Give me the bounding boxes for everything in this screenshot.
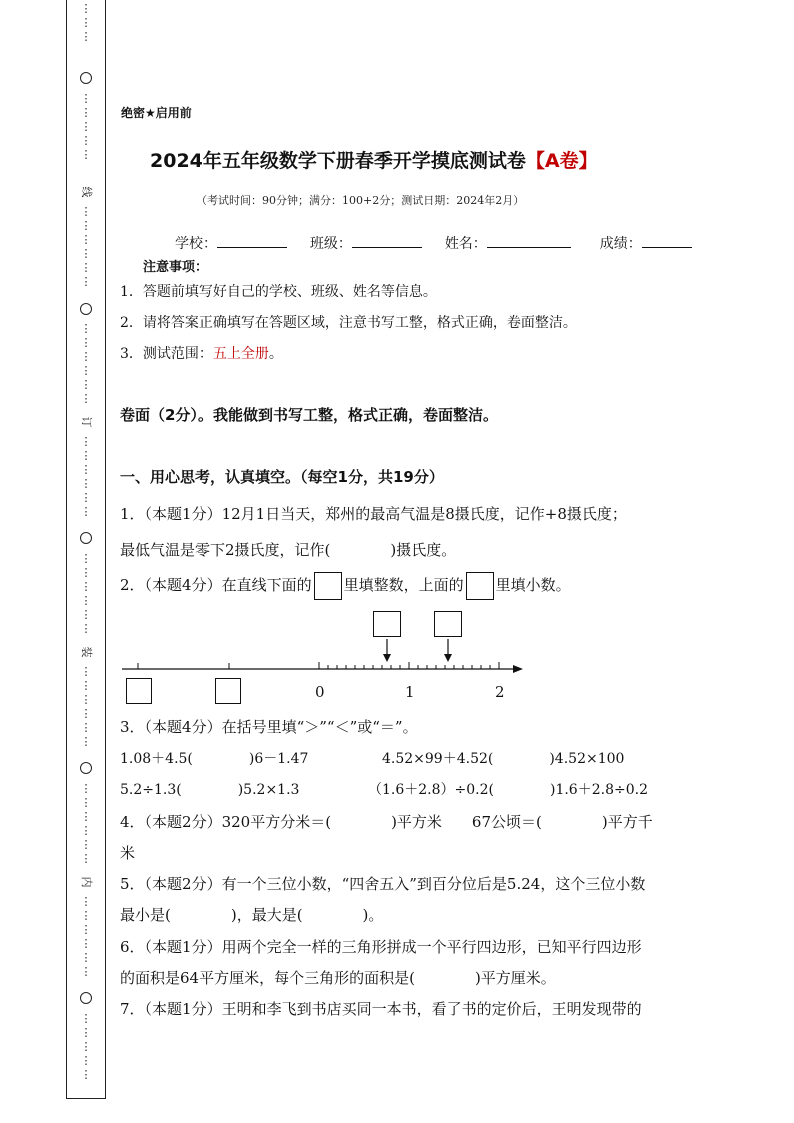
score-field[interactable] [642, 235, 692, 248]
margin-dots: ⋮ ⋮ ⋮ ⋮ ⋮ ⋮ [80, 895, 92, 978]
score-label: 成绩： [599, 236, 642, 252]
number-line [115, 632, 535, 682]
exam-info: （考试时间：90分钟；满分：100+2分；测试日期：2024年2月） [196, 194, 525, 207]
section-1-heading: 一、用心思考，认真填空。（每空1分，共19分） [120, 468, 444, 486]
question-6-line-2: 的面积是64平方厘米，每个三角形的面积是( )平方厘米。 [120, 969, 556, 987]
notes-heading: 注意事项： [143, 260, 209, 275]
margin-dots: ⋮ ⋮ ⋮ ⋮ ⋮ ⋮ [80, 435, 92, 518]
tick-label-0: 0 [315, 683, 325, 701]
student-fields [175, 233, 692, 253]
answer-box-decimal-sample [466, 572, 494, 600]
question-3-line-1: 3．（本题4分）在括号里填“＞”“＜”或“＝”。 [120, 718, 418, 736]
tick-label-2: 2 [495, 683, 505, 701]
question-2: 2．（本题4分）在直线下面的 里填整数，上面的 里填小数。 [120, 571, 571, 600]
title-badge: 【A卷】 [525, 150, 598, 172]
margin-dots: ⋮ ⋮ ⋮ ⋮ ⋮ [80, 92, 92, 161]
integer-answer-box[interactable] [215, 678, 241, 704]
question-4-line-1: 4．（本题2分）320平方分米＝( )平方米 67公顷＝( )平方千 [120, 813, 653, 831]
margin-seal-char: 订 [80, 416, 93, 428]
answer-box-integer-sample [314, 572, 342, 600]
name-label: 姓名： [444, 236, 487, 252]
page-title [150, 146, 598, 173]
neatness-statement: 卷面（2分）。我能做到书写工整，格式正确，卷面整洁。 [120, 406, 498, 424]
margin-dots: ⋮ ⋮ ⋮ ⋮ ⋮ ⋮ [80, 782, 92, 865]
question-3-item-b: 4.52×99＋4.52( )4.52×100 [382, 751, 625, 767]
margin-dots: ⋮ ⋮ ⋮ ⋮ ⋮ ⋮ [80, 205, 92, 288]
number-line-ticks [138, 662, 499, 669]
margin-seal-char: 内 [80, 876, 93, 888]
margin-dots: ⋮ ⋮ ⋮ ⋮ ⋮ ⋮ [80, 322, 92, 405]
pointer-arrow-head [383, 654, 391, 662]
secret-label: 绝密★启用前 [121, 106, 192, 120]
margin-dots: ⋮ ⋮ ⋮ ⋮ ⋮ ⋮ [80, 665, 92, 748]
note-item-3: 3．测试范围：五上全册。 [120, 346, 283, 362]
note-item-1: 1．答题前填写好自己的学校、班级、姓名等信息。 [120, 284, 437, 300]
class-label: 班级： [309, 236, 352, 252]
margin-dots: ⋮ ⋮ ⋮ ⋮ ⋮ [80, 1012, 92, 1081]
question-5-line-1: 5．（本题2分）有一个三位小数，“四舍五入”到百分位后是5.24，这个三位小数 [120, 875, 646, 893]
question-3-item-d: （1.6＋2.8）÷0.2( )1.6＋2.8÷0.2 [368, 782, 648, 798]
margin-seal-char: 装 [80, 646, 93, 658]
question-3-item-c: 5.2÷1.3( )5.2×1.3 [120, 782, 300, 798]
margin-circle [80, 72, 92, 84]
question-4-line-2: 米 [120, 844, 136, 862]
question-1-line-1: 1．（本题1分）12月1日当天，郑州的最高气温是8摄氏度，记作+8摄氏度； [120, 505, 627, 523]
margin-circle [80, 762, 92, 774]
school-label: 学校： [175, 236, 217, 252]
integer-answer-box[interactable] [126, 678, 152, 704]
title-main: 2024年五年级数学下册春季开学摸底测试卷 [150, 150, 526, 172]
test-scope: 五上全册 [212, 346, 269, 362]
tick-label-1: 1 [405, 683, 415, 701]
number-line-arrow [513, 665, 523, 673]
margin-seal-char: 线 [80, 186, 93, 198]
note-item-2: 2．请将答案正确填写在答题区域，注意书写工整，格式正确，卷面整洁。 [120, 315, 577, 331]
pointer-arrow-head [444, 654, 452, 662]
class-field[interactable] [352, 235, 422, 248]
margin-circle [80, 992, 92, 1004]
question-7-line-1: 7．（本题1分）王明和李飞到书店买同一本书，看了书的定价后，王明发现带的 [120, 1000, 642, 1018]
margin-circle [80, 532, 92, 544]
margin-dots: ⋮ ⋮ ⋮ [80, 2, 92, 43]
margin-dots: ⋮ ⋮ ⋮ ⋮ ⋮ ⋮ [80, 552, 92, 635]
question-6-line-1: 6．（本题1分）用两个完全一样的三角形拼成一个平行四边形，已知平行四边形 [120, 938, 642, 956]
question-5-line-2: 最小是( )，最大是( )。 [120, 906, 384, 924]
note-item-3-prefix: 3．测试范围： [120, 346, 213, 362]
school-field[interactable] [217, 235, 287, 248]
margin-circle [80, 303, 92, 315]
name-field[interactable] [487, 235, 571, 248]
question-1-line-2: 最低气温是零下2摄氏度，记作( )摄氏度。 [120, 541, 457, 559]
binding-margin [74, 0, 98, 1098]
question-3-item-a: 1.08＋4.5( )6－1.47 [120, 751, 309, 767]
